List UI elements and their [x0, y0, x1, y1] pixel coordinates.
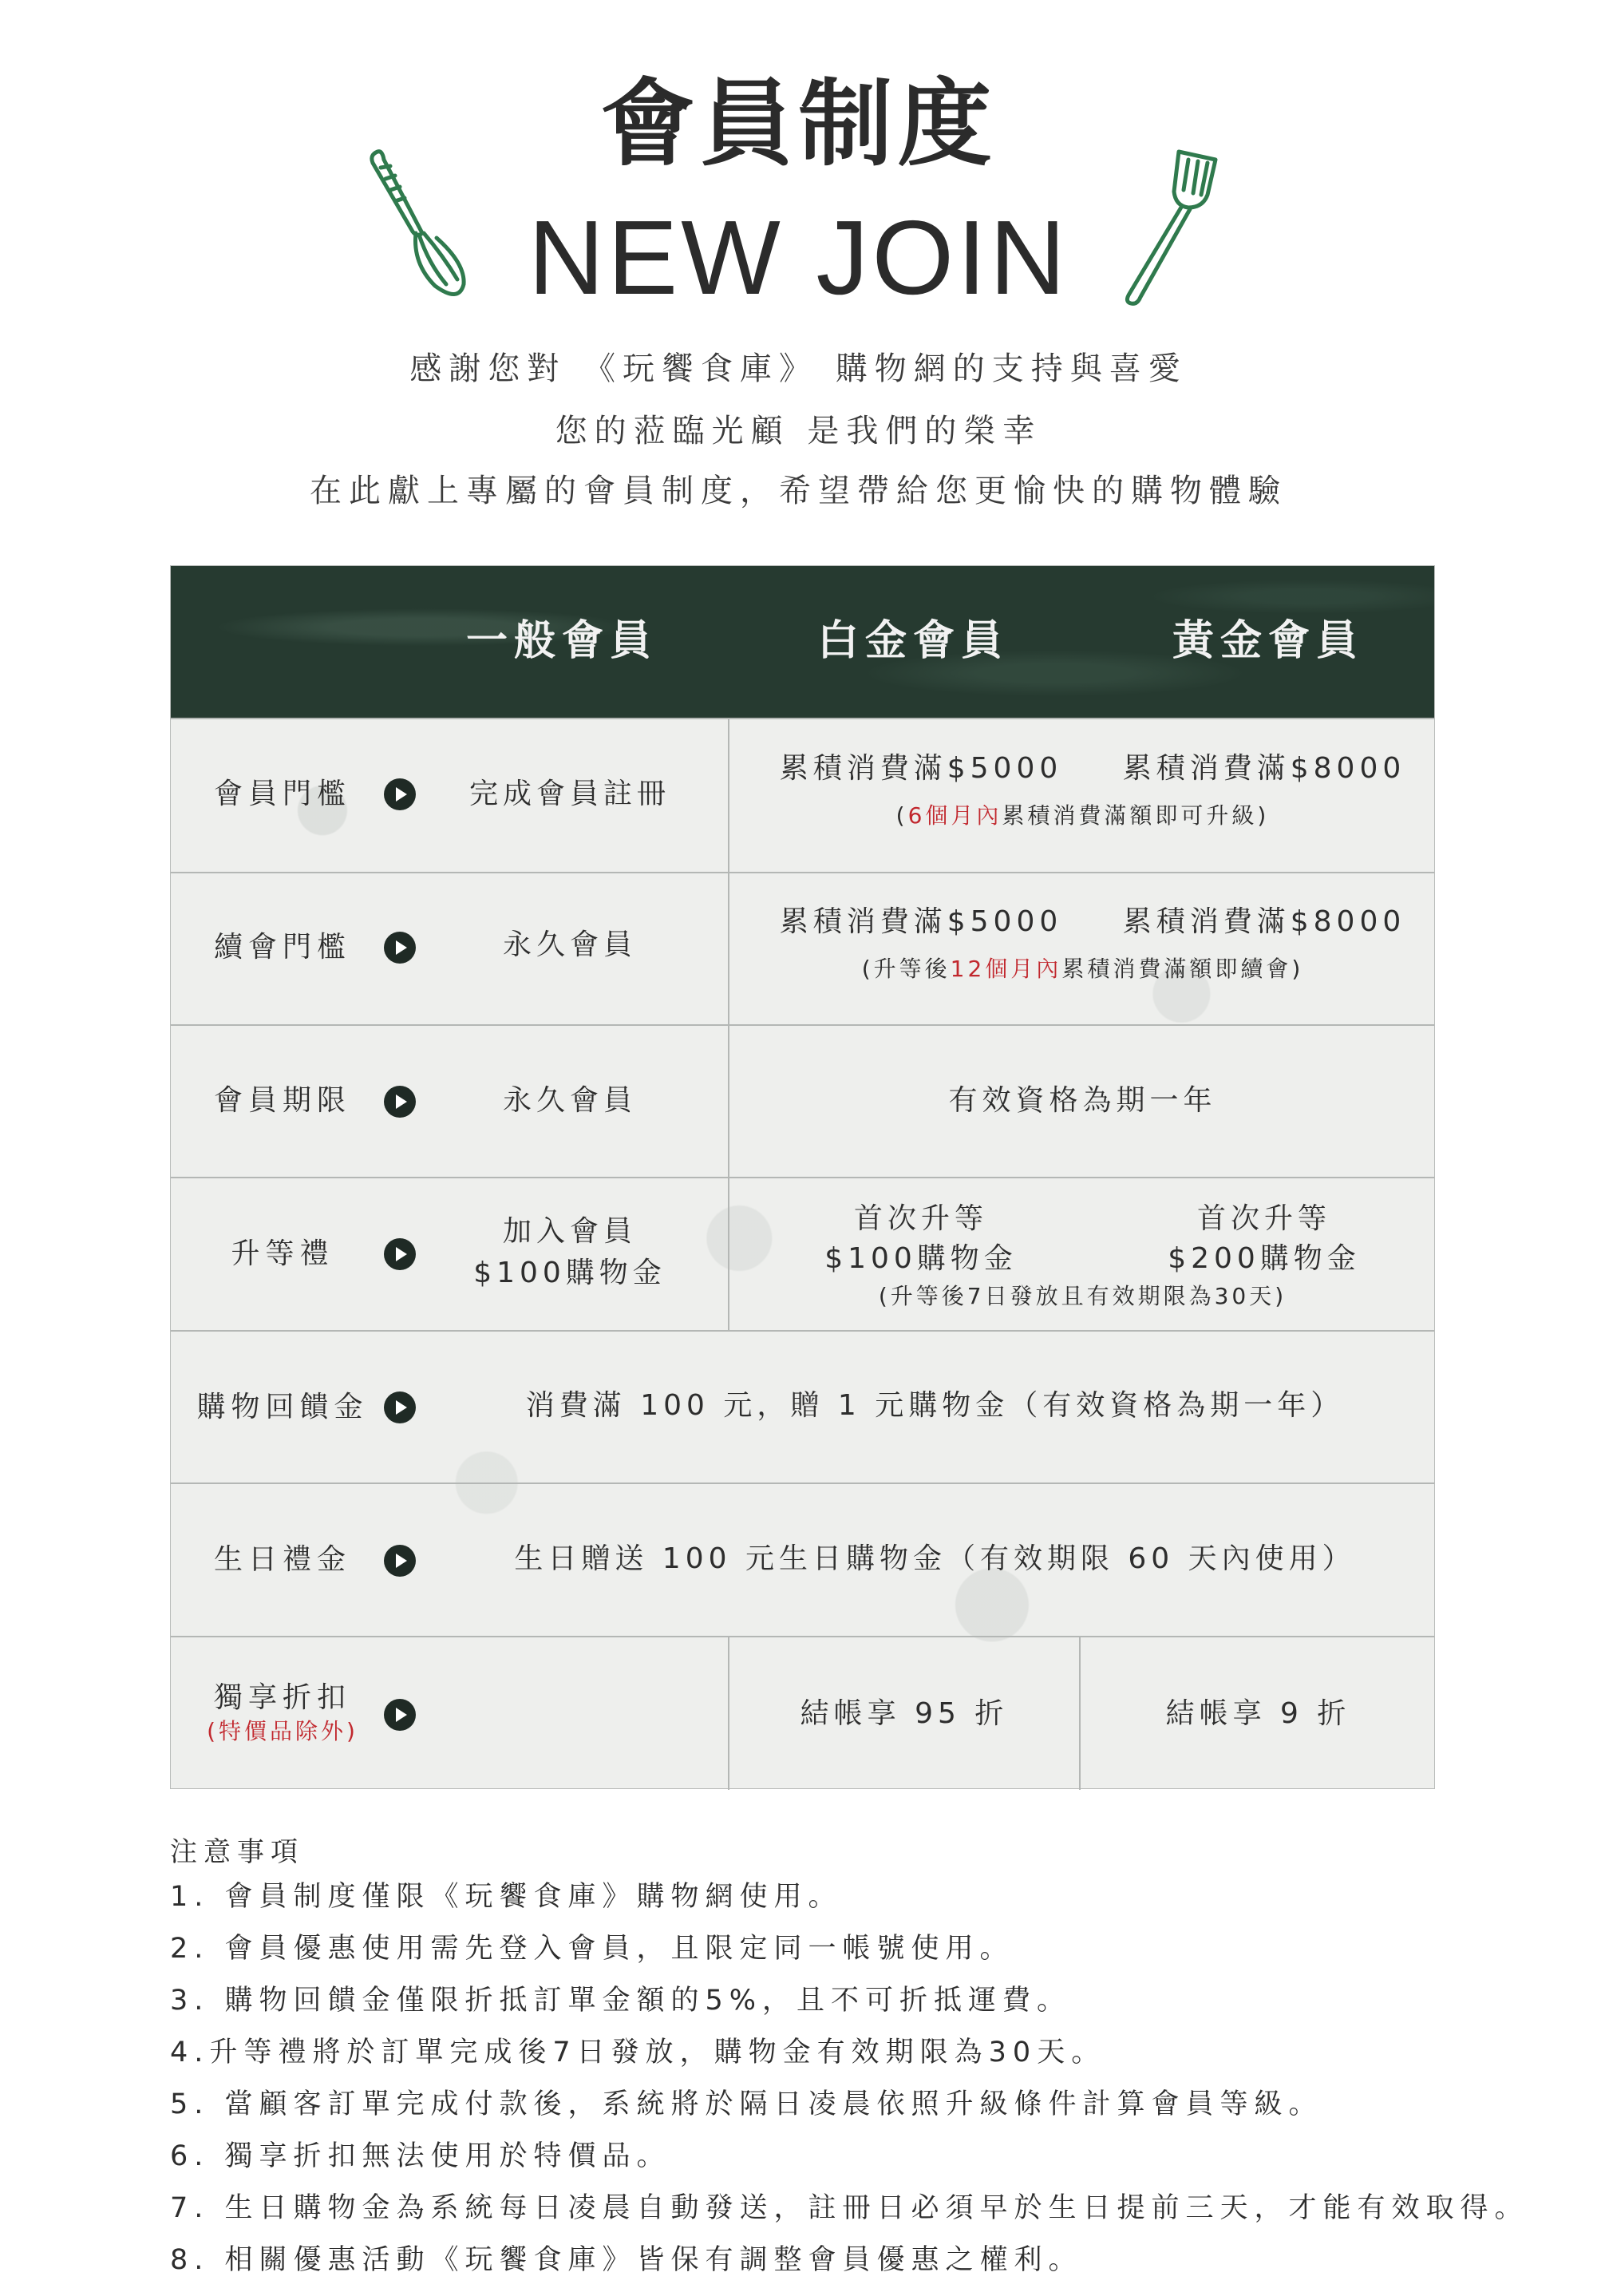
row-divider: [171, 1330, 1434, 1332]
gold-discount: 結帳享 9 折: [1165, 1697, 1351, 1730]
row-label-cashback: 購物回饋金: [196, 1391, 369, 1423]
note-item: 5. 當顧客訂單完成付款後，系統將於隔日凌晨依照升級條件計算會員等級。: [170, 2088, 1323, 2120]
platinum-renewal: 累積消費滿$5000: [779, 905, 1063, 938]
note-item: 6. 獨享折扣無法使用於特價品。: [170, 2140, 671, 2172]
column-gold: 黃金會員: [1172, 616, 1364, 665]
paid-duration: 有效資格為期一年: [948, 1084, 1217, 1117]
intro-line-3: 在此獻上專屬的會員制度，希望帶給您更愉快的購物體驗: [310, 473, 1287, 509]
play-arrow-icon: [384, 932, 416, 964]
row-label-threshold: 會員門檻: [213, 778, 351, 810]
row-label-discount: 獨享折扣: [213, 1681, 351, 1714]
spatula-icon: [1105, 142, 1233, 310]
play-arrow-icon: [384, 1699, 416, 1731]
note-item: 1. 會員制度僅限《玩饗食庫》購物網使用。: [170, 1881, 843, 1913]
play-arrow-icon: [384, 1391, 416, 1423]
row-label-duration: 會員期限: [213, 1084, 351, 1117]
note-item: 3. 購物回饋金僅限折抵訂單金額的5%，且不可折抵運費。: [170, 1985, 1072, 2017]
row-divider: [171, 872, 1434, 873]
row-sublabel-discount: (特價品除外): [207, 1718, 358, 1744]
platinum-gift-line1: 首次升等: [853, 1202, 988, 1235]
row-label-renewal: 續會門檻: [213, 931, 351, 964]
play-arrow-icon: [384, 1238, 416, 1270]
row-divider: [171, 1483, 1434, 1484]
page-subtitle: NEW JOIN: [528, 199, 1069, 316]
gold-threshold: 累積消費滿$8000: [1122, 752, 1406, 785]
row-divider: [171, 1024, 1434, 1026]
play-arrow-icon: [384, 778, 416, 810]
notes-title: 注意事項: [170, 1836, 304, 1868]
row-divider: [171, 718, 1434, 719]
birthday-value: 生日贈送 100 元生日購物金（有效期限 60 天內使用）: [514, 1542, 1356, 1575]
row-divider: [171, 1177, 1434, 1178]
column-general: 一般會員: [465, 616, 658, 665]
whisk-icon: [363, 144, 491, 311]
play-arrow-icon: [384, 1545, 416, 1577]
threshold-note: (6個月內累積消費滿額即可升級): [895, 802, 1270, 829]
gold-gift-line1: 首次升等: [1196, 1202, 1331, 1235]
upgrade-gift-note: (升等後7日發放且有效期限為30天): [878, 1283, 1287, 1309]
note-item: 7. 生日購物金為系統每日凌晨自動發送，註冊日必須早於生日提前三天，才能有效取得。: [170, 2192, 1529, 2224]
column-platinum: 白金會員: [816, 616, 1009, 665]
table-header: [171, 566, 1434, 719]
platinum-gift-line2: $100購物金: [824, 1242, 1018, 1275]
intro-line-1: 感謝您對 《玩饗食庫》 購物網的支持與喜愛: [409, 350, 1188, 387]
row-label-upgrade-gift: 升等禮: [231, 1237, 334, 1270]
general-renewal: 永久會員: [502, 928, 637, 961]
page-title: 會員制度: [600, 69, 997, 179]
note-item: 4.升等禮將於訂單完成後7日發放，購物金有效期限為30天。: [170, 2037, 1106, 2068]
general-duration: 永久會員: [502, 1084, 637, 1117]
gold-renewal: 累積消費滿$8000: [1122, 905, 1406, 938]
membership-table: [170, 565, 1435, 1789]
renewal-note: (升等後12個月內累積消費滿額即續會): [861, 956, 1304, 982]
note-item: 2. 會員優惠使用需先登入會員，且限定同一帳號使用。: [170, 1933, 1014, 1965]
gold-gift-line2: $200購物金: [1168, 1242, 1361, 1275]
general-gift-line1: 加入會員: [502, 1215, 637, 1248]
note-item: 8. 相關優惠活動《玩饗食庫》皆保有調整會員優惠之權利。: [170, 2244, 1083, 2276]
general-threshold: 完成會員註冊: [468, 778, 670, 810]
platinum-threshold: 累積消費滿$5000: [779, 752, 1063, 785]
intro-line-2: 您的蒞臨光顧 是我們的榮幸: [555, 413, 1042, 449]
play-arrow-icon: [384, 1086, 416, 1118]
row-divider: [171, 1636, 1434, 1637]
row-label-birthday: 生日禮金: [213, 1543, 351, 1576]
cashback-value: 消費滿 100 元，贈 1 元購物金（有效資格為期一年）: [525, 1389, 1345, 1422]
general-gift-line2: $100購物金: [473, 1257, 666, 1289]
platinum-discount: 結帳享 95 折: [800, 1697, 1009, 1730]
